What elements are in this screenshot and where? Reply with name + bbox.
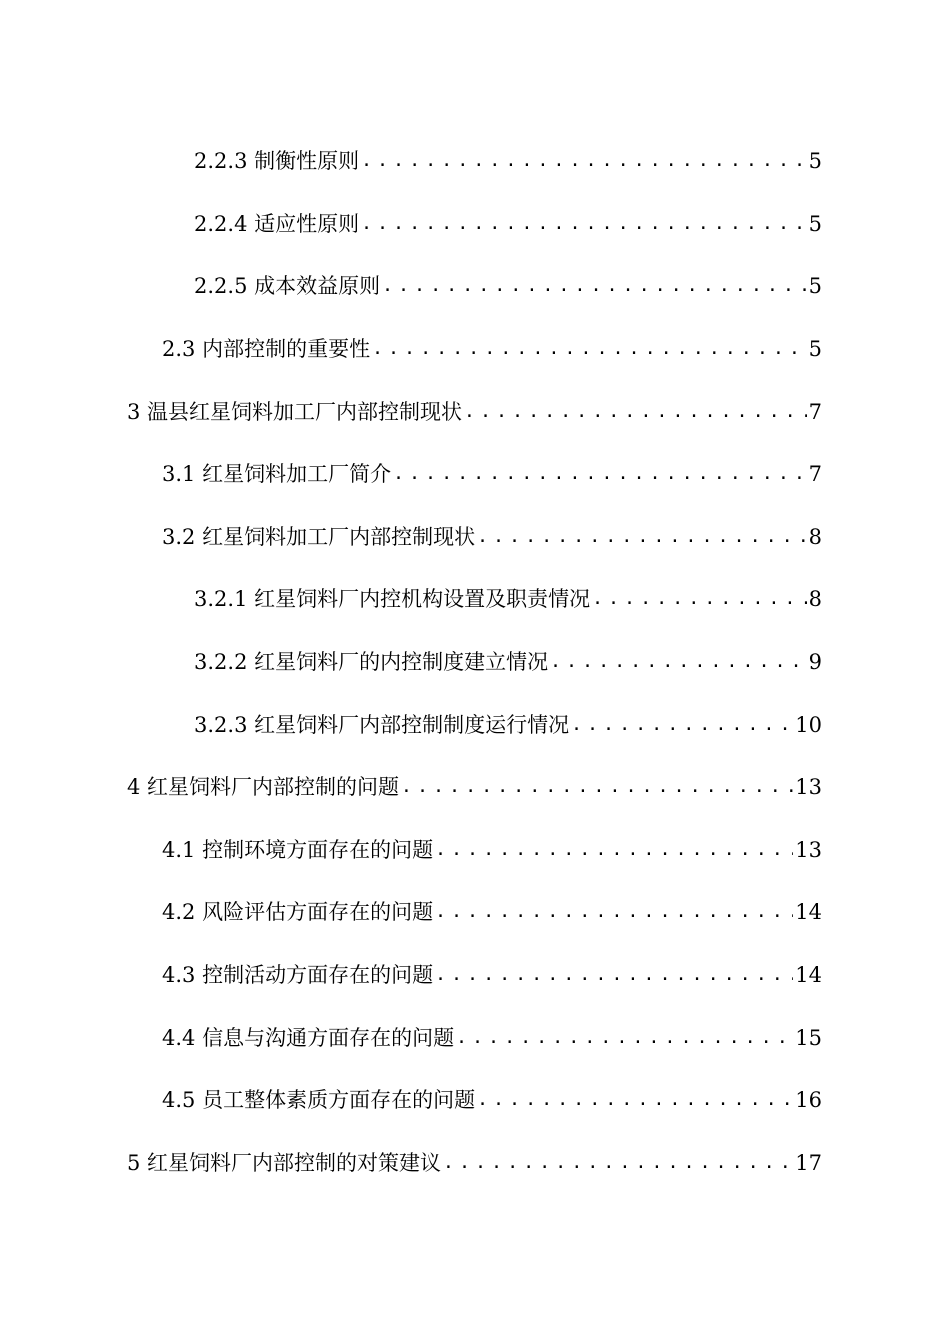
toc-title: 3.1 红星饲料加工厂简介 [162,462,392,487]
toc-title: 4.4 信息与沟通方面存在的问题 [162,1025,455,1050]
toc-title: 3.2.2 红星饲料厂的内控制度建立情况 [194,650,549,675]
table-of-contents [0,130,950,1194]
toc-entry-2-3[interactable] [0,318,950,381]
toc-leader-dots [550,647,807,677]
toc-leader-dots [372,334,807,364]
toc-leader-dots [443,1148,793,1178]
toc-title: 4.3 控制活动方面存在的问题 [162,963,434,988]
toc-entry-3-2-1[interactable] [0,568,950,631]
toc-page-number: 14 [795,963,822,988]
toc-title: 3 温县红星饲料加工厂内部控制现状 [127,399,463,424]
toc-entry-4-4[interactable] [0,1006,950,1069]
toc-page-number: 5 [808,274,822,299]
toc-leader-dots [464,397,807,427]
toc-leader-dots [361,209,807,239]
toc-page-number: 8 [808,524,822,549]
toc-title: 4 红星饲料厂内部控制的问题 [127,775,400,800]
toc-leader-dots [477,1085,793,1115]
toc-leader-dots [435,960,793,990]
toc-title: 2.2.3 制衡性原则 [194,149,360,174]
toc-entry-3-2-3[interactable] [0,693,950,756]
toc-entry-2-2-5[interactable] [0,255,950,318]
toc-page-number: 17 [795,1150,822,1175]
toc-page-number: 13 [795,775,822,800]
toc-page-number: 8 [808,587,822,612]
toc-leader-dots [435,835,793,865]
toc-page-number: 5 [808,149,822,174]
toc-title: 3.2 红星饲料加工厂内部控制现状 [162,524,476,549]
toc-title: 5 红星饲料厂内部控制的对策建议 [127,1150,442,1175]
toc-entry-5[interactable] [0,1132,950,1195]
toc-page-number: 14 [795,900,822,925]
toc-leader-dots [592,584,807,614]
toc-leader-dots [382,271,807,301]
toc-entry-3-1[interactable] [0,443,950,506]
toc-entry-4-3[interactable] [0,944,950,1007]
toc-page-number: 9 [808,650,822,675]
toc-title: 2.2.5 成本效益原则 [194,274,381,299]
toc-title: 2.2.4 适应性原则 [194,211,360,236]
toc-entry-2-2-4[interactable] [0,193,950,256]
toc-page-number: 13 [795,837,822,862]
toc-page-number: 5 [808,211,822,236]
toc-entry-3[interactable] [0,380,950,443]
toc-entry-4-1[interactable] [0,819,950,882]
toc-title: 4.2 风险评估方面存在的问题 [162,900,434,925]
toc-title: 4.1 控制环境方面存在的问题 [162,837,434,862]
toc-leader-dots [361,146,807,176]
toc-page-number: 16 [795,1088,822,1113]
toc-page-number: 7 [808,462,822,487]
toc-entry-4[interactable] [0,756,950,819]
toc-entry-2-2-3[interactable] [0,130,950,193]
toc-page-number: 7 [808,399,822,424]
toc-entry-4-2[interactable] [0,881,950,944]
toc-entry-3-2[interactable] [0,506,950,569]
toc-leader-dots [393,459,807,489]
toc-entry-3-2-2[interactable] [0,631,950,694]
toc-page-number: 10 [795,712,822,737]
toc-leader-dots [477,522,807,552]
toc-leader-dots [456,1023,793,1053]
toc-entry-4-5[interactable] [0,1069,950,1132]
toc-title: 3.2.3 红星饲料厂内部控制制度运行情况 [194,712,570,737]
toc-title: 3.2.1 红星饲料厂内控机构设置及职责情况 [194,587,591,612]
toc-leader-dots [401,772,793,802]
toc-leader-dots [435,897,793,927]
toc-page-number: 5 [808,337,822,362]
toc-title: 2.3 内部控制的重要性 [162,337,371,362]
toc-page-number: 15 [795,1025,822,1050]
toc-leader-dots [571,710,793,740]
toc-title: 4.5 员工整体素质方面存在的问题 [162,1088,476,1113]
